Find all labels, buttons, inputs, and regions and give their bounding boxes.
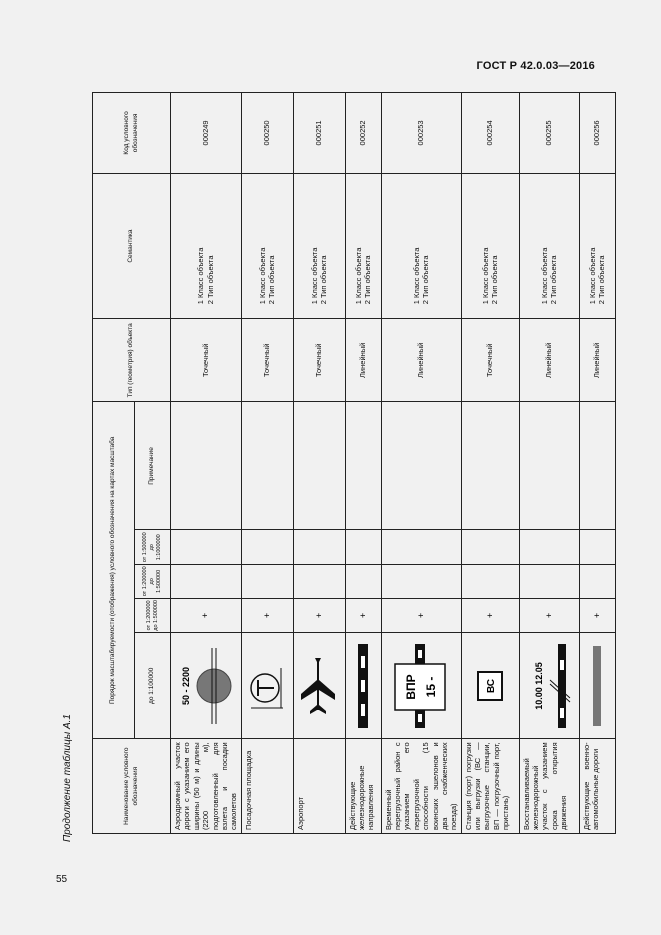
symbol-transfer-area [381, 633, 461, 739]
scale-mark: + [171, 598, 242, 633]
header-note: Примечание [135, 402, 171, 530]
semantics-cell: 1 Класс объекта 2 Тип объекта [579, 173, 615, 318]
table-row [381, 93, 461, 834]
symbol-landing-site [241, 633, 293, 739]
scale-mark: + [293, 598, 345, 633]
semantics-cell: 1 Класс объекта 2 Тип объекта [171, 173, 242, 318]
page-number: 55 [56, 874, 68, 885]
table-caption: Продолжение таблицы А.1 [62, 714, 73, 842]
code-cell: 000255 [519, 93, 579, 174]
table-row [171, 93, 242, 834]
symbol-label: ВПР [404, 674, 419, 700]
scale-mark: + [345, 598, 381, 633]
code-cell: 000250 [241, 93, 293, 174]
table-row [461, 93, 519, 834]
header-scale-200k: от 1:200000 до 1:500000 [135, 598, 171, 633]
semantics-cell: 1 Класс объекта 2 Тип объекта [293, 173, 345, 318]
header-geometry: Тип (геометрия) объекта [93, 319, 171, 402]
symbol-label: ВС [486, 678, 498, 693]
table-row [241, 93, 293, 834]
row-name: Аэродромный участок дороги с указанием его ширины (50 м) и длины (2200 м), подготовленный для взлета и посадки самолетов [171, 739, 242, 834]
header-scale-100k: до 1:100000 [135, 633, 171, 739]
header-scale-500k: от 1:200000 до 1:500000 [135, 565, 171, 598]
symbol-label: 15 - [424, 676, 439, 698]
code-cell: 000256 [579, 93, 615, 174]
geometry-cell: Линейный [579, 319, 615, 402]
row-name: Станция (порт) погрузки или выгрузки (ВС — выгрузочные станции, ВП — погрузочный порт, пристань) [461, 739, 519, 834]
semantics-cell: 1 Класс объекта 2 Тип объекта [461, 173, 519, 318]
symbol-restored-railway [519, 633, 579, 739]
symbol-airfield-road-section [171, 633, 242, 739]
header-name: Наименование условного обозначения [93, 739, 171, 834]
geometry-cell: Точечный [293, 319, 345, 402]
semantics-cell: 1 Класс объекта 2 Тип объекта [519, 173, 579, 318]
row-name: Аэропорт [293, 739, 345, 834]
table-row [579, 93, 615, 834]
semantics-cell: 1 Класс объекта 2 Тип объекта [381, 173, 461, 318]
code-cell: 000251 [293, 93, 345, 174]
table-row [293, 93, 345, 834]
row-name: Посадочная площадка [241, 739, 293, 834]
row-name: Восстанавливаемый железнодорожный участок с указанием срока открытия движения [519, 739, 579, 834]
header-scale-group: Порядок масштабируемости (отображения) условного обозначения на картах масштаба [93, 402, 135, 739]
scale-mark: + [381, 598, 461, 633]
header-scale-1m: от 1:500000 до 1:1000000 [135, 530, 171, 565]
code-cell: 000252 [345, 93, 381, 174]
symbol-railway [345, 633, 381, 739]
symbols-table [92, 92, 616, 834]
semantics-cell: 1 Класс объекта 2 Тип объекта [345, 173, 381, 318]
geometry-cell: Линейный [381, 319, 461, 402]
scale-mark: + [461, 598, 519, 633]
symbol-airport [293, 633, 345, 739]
code-cell: 000254 [461, 93, 519, 174]
code-cell: 000253 [381, 93, 461, 174]
symbol-label: 10.00 12.05 [534, 662, 545, 710]
header-code: Код условного обозначения [93, 93, 171, 174]
table-row [345, 93, 381, 834]
document-header: ГОСТ Р 42.0.03—2016 [476, 60, 595, 72]
row-name: Действующие военно-автомобильные дороги [579, 739, 615, 834]
row-name: Временный перегрузочный район с указанием его перегрузочной способности (15 воинских эшелонов и два снабженческих поезда) [381, 739, 461, 834]
code-cell: 000249 [171, 93, 242, 174]
symbol-label: 50 - 2200 [180, 666, 191, 705]
geometry-cell: Точечный [241, 319, 293, 402]
geometry-cell: Линейный [519, 319, 579, 402]
scale-mark: + [519, 598, 579, 633]
symbol-loading-station [461, 633, 519, 739]
symbol-military-road [579, 633, 615, 739]
table-row [519, 93, 579, 834]
scale-mark: + [579, 598, 615, 633]
rotated-table-container [92, 92, 607, 834]
scale-mark: + [241, 598, 293, 633]
geometry-cell: Точечный [171, 319, 242, 402]
semantics-cell: 1 Класс объекта 2 Тип объекта [241, 173, 293, 318]
row-name: Действующие железнодорожные направления [345, 739, 381, 834]
geometry-cell: Линейный [345, 319, 381, 402]
geometry-cell: Точечный [461, 319, 519, 402]
header-semantics: Семантика [93, 173, 171, 318]
